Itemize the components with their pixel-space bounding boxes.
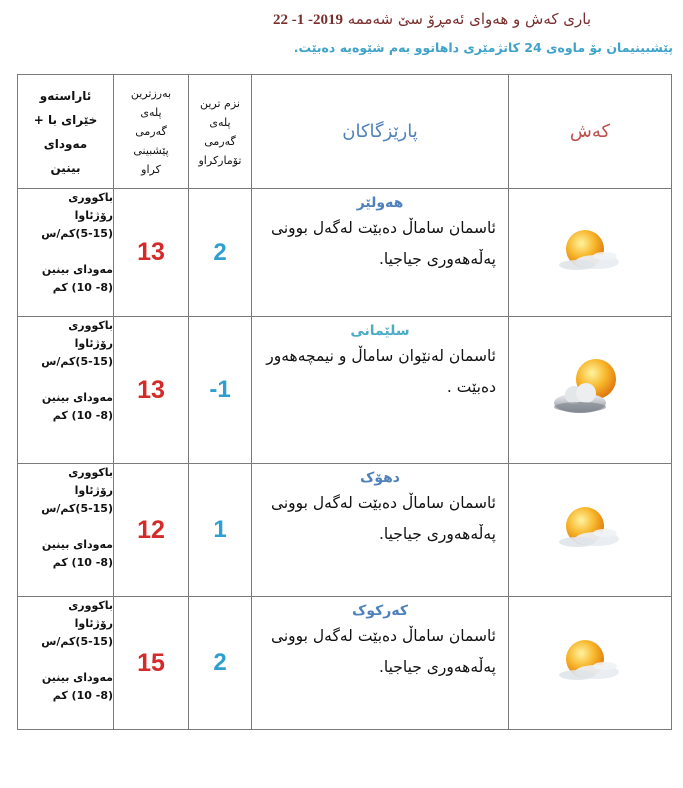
- header-max-line: کراو: [141, 163, 161, 176]
- header-notes-line: بینین: [50, 160, 81, 175]
- header-min-line: نزم ترین: [199, 96, 240, 110]
- header-max-temp: [114, 75, 189, 189]
- visibility-value: (8- 10) کم: [52, 281, 113, 294]
- header-notes: [18, 75, 114, 189]
- city-cell: [252, 189, 509, 317]
- sun-haze-icon: [555, 498, 625, 558]
- table-row: [18, 317, 672, 464]
- page-title: [263, 10, 591, 29]
- header-cities: پارێزگاکان: [252, 75, 509, 189]
- header-min-line: پلەی: [209, 115, 231, 129]
- sun-haze-icon: [555, 631, 625, 691]
- weather-icon-cell: [509, 189, 672, 317]
- title-date: 22 -1 -2019: [272, 12, 343, 28]
- max-temp: 12: [114, 464, 189, 597]
- wind-direction: باکووری: [68, 466, 113, 479]
- visibility-label: مەودای بینین: [41, 391, 113, 404]
- forecast-table: [17, 74, 672, 730]
- header-max-line: پلەی: [140, 106, 162, 119]
- weather-description: ئاسمان ساماڵ دەبێت لەگەل بوونی پەڵەهەوری جیاجیا.: [270, 219, 496, 268]
- wind-visibility-note: [18, 317, 114, 464]
- min-temp: 2: [189, 189, 252, 317]
- wind-speed: (5-15)کم/س: [41, 502, 113, 515]
- weather-description: ئاسمان لەنێوان ساماڵ و نیمچەهەور دەبێت .: [266, 347, 496, 396]
- table-row: [18, 464, 672, 597]
- table-header-row: [18, 75, 672, 189]
- table-row: [18, 189, 672, 317]
- header-weather: کەش: [509, 75, 672, 189]
- city-name: سلێمانی: [350, 323, 410, 339]
- weather-description: ئاسمان ساماڵ دەبێت لەگەل بوونی پەڵەهەوری جیاجیا.: [270, 494, 496, 543]
- wind-direction: رۆژئاوا: [74, 484, 113, 497]
- city-name: دهۆک: [359, 470, 400, 486]
- header-max-line: پێشبینی: [133, 144, 169, 157]
- max-temp: 13: [114, 317, 189, 464]
- max-temp: 13: [114, 189, 189, 317]
- city-cell: [252, 597, 509, 730]
- max-temp: 15: [114, 597, 189, 730]
- min-temp: 2: [189, 597, 252, 730]
- wind-direction: رۆژئاوا: [74, 209, 113, 222]
- header-min-line: گەرمی: [204, 134, 236, 148]
- wind-direction: باکووری: [68, 191, 113, 204]
- weather-icon-cell: [509, 464, 672, 597]
- header-min-line: تۆمارکراو: [198, 153, 242, 167]
- visibility-label: مەودای بینین: [41, 671, 113, 684]
- header-notes-line: مەودای: [43, 136, 88, 151]
- visibility-value: (8- 10) کم: [52, 556, 113, 569]
- visibility-label: مەودای بینین: [41, 263, 113, 276]
- page-subtitle: پێشبینیمان بۆ ماوەی 24 کاتژمێری داهاتوو بەم شێوەیە دەبێت.: [293, 40, 673, 55]
- wind-visibility-note: [18, 597, 114, 730]
- min-temp: 1-: [189, 317, 252, 464]
- header-notes-line: خێرای با +: [33, 112, 98, 127]
- table-row: [18, 597, 672, 730]
- wind-direction: رۆژئاوا: [74, 337, 113, 350]
- header-max-line: گەرمی: [135, 125, 167, 138]
- city-name: هەولێر: [356, 195, 404, 211]
- header-min-temp: [189, 75, 252, 189]
- wind-direction: رۆژئاوا: [74, 617, 113, 630]
- wind-speed: (5-15)کم/س: [41, 635, 113, 648]
- visibility-value: (8- 10) کم: [52, 409, 113, 422]
- weather-icon-cell: [509, 317, 672, 464]
- weather-description: ئاسمان ساماڵ دەبێت لەگەل بوونی پەڵەهەوری جیاجیا.: [270, 627, 496, 676]
- sun-cloud-icon: [550, 353, 630, 423]
- header-max-line: بەرزترین: [130, 87, 172, 100]
- wind-speed: (5-15)کم/س: [41, 355, 113, 368]
- visibility-value: (8- 10) کم: [52, 689, 113, 702]
- sun-haze-icon: [555, 221, 625, 281]
- city-cell: [252, 464, 509, 597]
- title-text: باری کەش و هەوای ئەمڕۆ سێ شەممە: [347, 10, 591, 28]
- wind-visibility-note: [18, 464, 114, 597]
- wind-direction: باکووری: [68, 599, 113, 612]
- visibility-label: مەودای بینین: [41, 538, 113, 551]
- city-name: کەرکوک: [352, 603, 408, 619]
- weather-icon-cell: [509, 597, 672, 730]
- city-cell: [252, 317, 509, 464]
- wind-direction: باکووری: [68, 319, 113, 332]
- min-temp: 1: [189, 464, 252, 597]
- wind-visibility-note: [18, 189, 114, 317]
- header-notes-line: ئاراستەو: [39, 88, 92, 103]
- wind-speed: (5-15)کم/س: [41, 227, 113, 240]
